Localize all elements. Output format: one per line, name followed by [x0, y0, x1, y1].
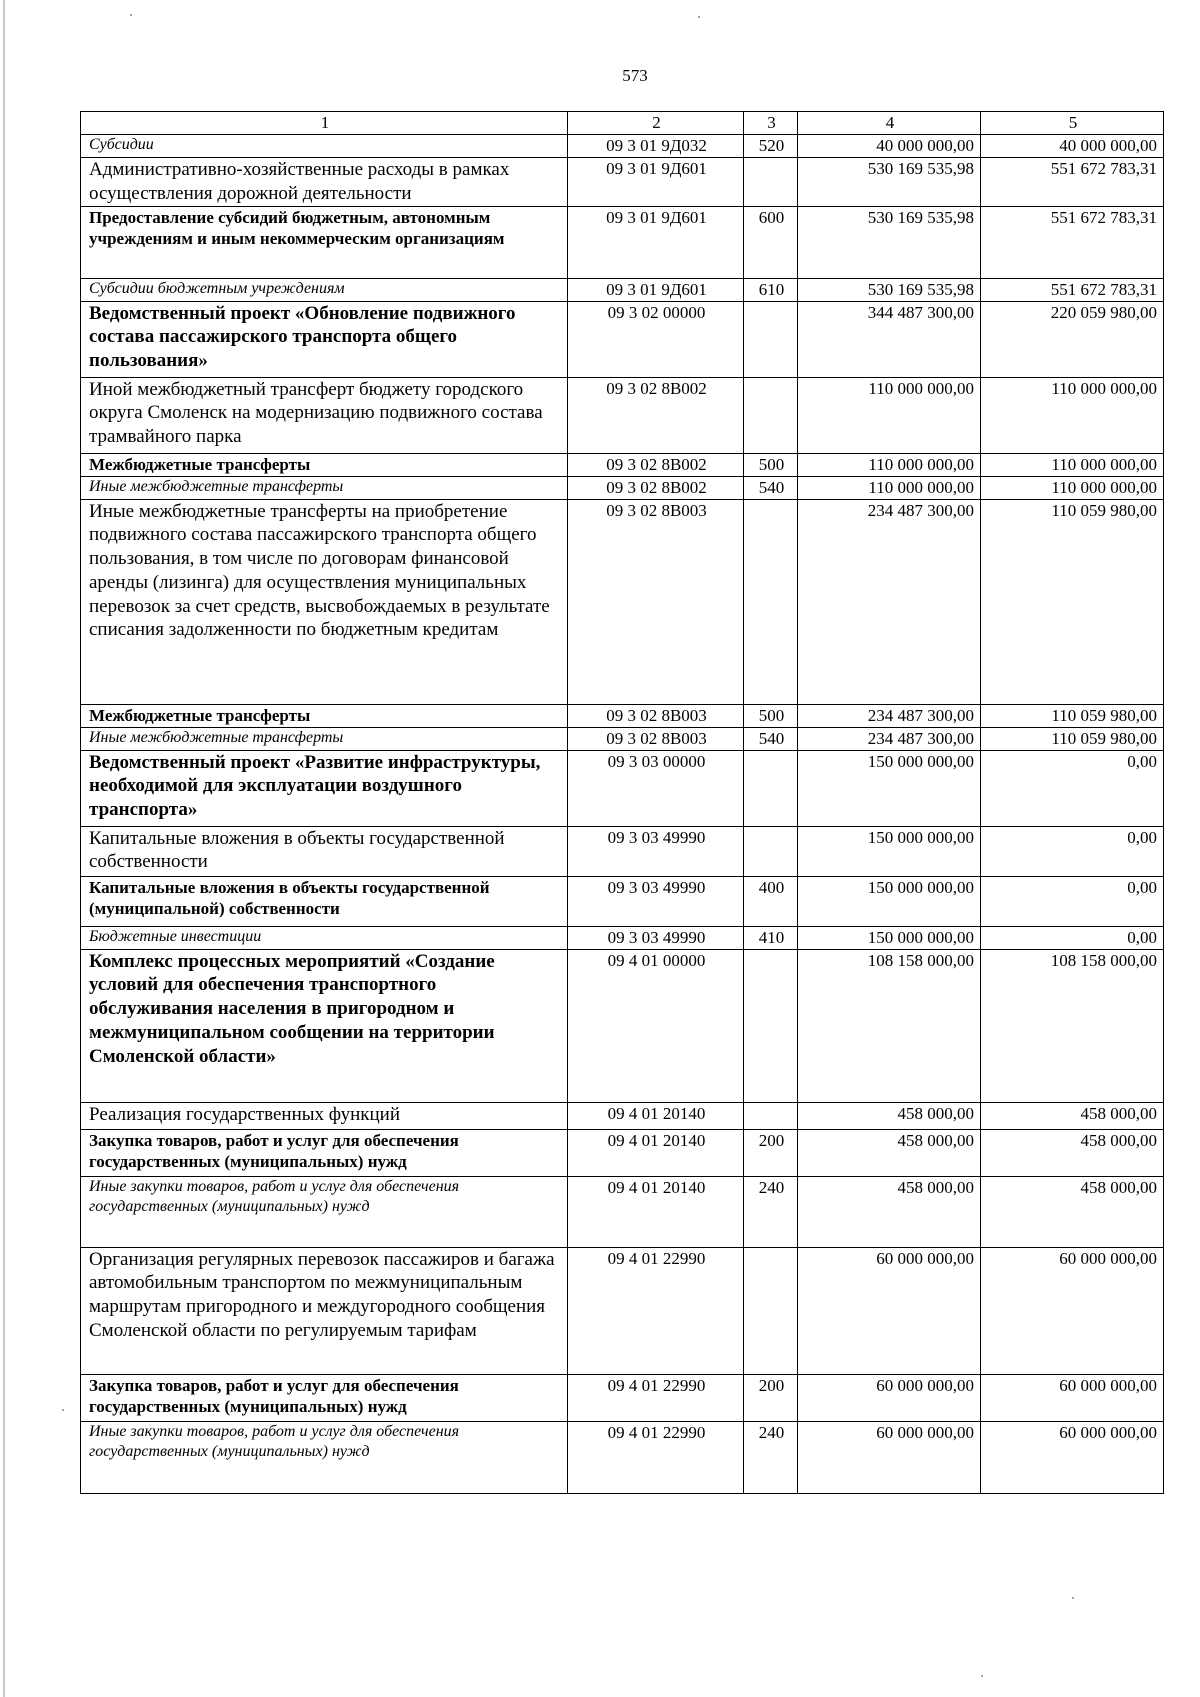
table-row: [81, 499, 1164, 704]
row-expense-type-cell: [744, 158, 798, 207]
row-amount-2024-cell: 60 000 000,00: [798, 1374, 981, 1421]
row-expense-type-cell: 200: [744, 1374, 798, 1421]
row-name-cell: Административно-хозяйственные расходы в рамках осуществления дорожной деятельности: [81, 158, 568, 207]
row-amount-2025-cell: 551 672 783,31: [981, 206, 1164, 278]
scan-left-edge: [3, 0, 5, 1697]
header-col-1: 1: [81, 112, 568, 135]
row-amount-2025-cell: 108 158 000,00: [981, 949, 1164, 1102]
row-amount-2024-cell: 110 000 000,00: [798, 476, 981, 499]
table-row: [81, 876, 1164, 926]
row-expense-type-cell: 240: [744, 1176, 798, 1247]
row-amount-2025-cell: 110 059 980,00: [981, 727, 1164, 750]
row-expense-type-cell: 610: [744, 278, 798, 301]
row-expense-type-cell: 500: [744, 704, 798, 727]
row-amount-2024-cell: 110 000 000,00: [798, 453, 981, 476]
row-amount-2024-cell: 530 169 535,98: [798, 206, 981, 278]
page-number: 573: [622, 66, 648, 85]
table-row: [81, 206, 1164, 278]
row-name-cell: Закупка товаров, работ и услуг для обеспечения государственных (муниципальных) нужд: [81, 1129, 568, 1176]
row-amount-2025-cell: 551 672 783,31: [981, 278, 1164, 301]
row-expense-type-cell: [744, 826, 798, 876]
row-expense-type-cell: [744, 1102, 798, 1129]
row-code-cell: 09 3 03 49990: [568, 926, 744, 949]
row-amount-2025-cell: 458 000,00: [981, 1102, 1164, 1129]
row-amount-2025-cell: 40 000 000,00: [981, 135, 1164, 158]
row-code-cell: 09 4 01 20140: [568, 1102, 744, 1129]
row-amount-2024-cell: 40 000 000,00: [798, 135, 981, 158]
row-code-cell: 09 3 02 8В003: [568, 727, 744, 750]
row-amount-2024-cell: 150 000 000,00: [798, 876, 981, 926]
row-amount-2024-cell: 150 000 000,00: [798, 826, 981, 876]
row-code-cell: 09 3 02 8В003: [568, 499, 744, 704]
row-name-cell: Субсидии: [81, 135, 568, 158]
table-row: [81, 377, 1164, 453]
row-amount-2025-cell: 110 000 000,00: [981, 453, 1164, 476]
table-row: [81, 750, 1164, 826]
row-name-cell: Иные закупки товаров, работ и услуг для обеспечения государственных (муниципальных) нужд: [81, 1176, 568, 1247]
row-name-cell: Закупка товаров, работ и услуг для обеспечения государственных (муниципальных) нужд: [81, 1374, 568, 1421]
row-amount-2024-cell: 458 000,00: [798, 1129, 981, 1176]
row-amount-2024-cell: 530 169 535,98: [798, 158, 981, 207]
row-name-cell: Предоставление субсидий бюджетным, автономным учреждениям и иным некоммерческим организациям: [81, 206, 568, 278]
row-amount-2025-cell: 60 000 000,00: [981, 1421, 1164, 1493]
row-code-cell: 09 3 01 9Д032: [568, 135, 744, 158]
row-expense-type-cell: [744, 499, 798, 704]
row-code-cell: 09 3 02 8В002: [568, 377, 744, 453]
row-expense-type-cell: 600: [744, 206, 798, 278]
row-amount-2024-cell: 108 158 000,00: [798, 949, 981, 1102]
row-amount-2024-cell: 458 000,00: [798, 1176, 981, 1247]
row-amount-2025-cell: 110 059 980,00: [981, 499, 1164, 704]
row-amount-2024-cell: 234 487 300,00: [798, 727, 981, 750]
row-name-cell: Иной межбюджетный трансферт бюджету городского округа Смоленск на модернизацию подвижного состава трамвайного парка: [81, 377, 568, 453]
row-amount-2025-cell: 110 000 000,00: [981, 476, 1164, 499]
row-code-cell: 09 3 03 49990: [568, 876, 744, 926]
row-amount-2025-cell: 0,00: [981, 926, 1164, 949]
row-code-cell: 09 4 01 00000: [568, 949, 744, 1102]
row-expense-type-cell: [744, 301, 798, 377]
table-row: [81, 1374, 1164, 1421]
table-row: [81, 1176, 1164, 1247]
row-amount-2024-cell: 150 000 000,00: [798, 926, 981, 949]
row-amount-2025-cell: 60 000 000,00: [981, 1374, 1164, 1421]
row-amount-2024-cell: 344 487 300,00: [798, 301, 981, 377]
table-header-row: [81, 112, 1164, 135]
row-expense-type-cell: [744, 750, 798, 826]
row-name-cell: Комплекс процессных мероприятий «Создание условий для обеспечения транспортного обслуживания населения в пригородном и межмуниципальном сообщении на территории Смоленской области»: [81, 949, 568, 1102]
row-name-cell: Бюджетные инвестиции: [81, 926, 568, 949]
scan-speck: [981, 1675, 983, 1677]
row-amount-2025-cell: 220 059 980,00: [981, 301, 1164, 377]
header-col-3: 3: [744, 112, 798, 135]
row-amount-2025-cell: 60 000 000,00: [981, 1247, 1164, 1374]
table-row: [81, 453, 1164, 476]
row-name-cell: Капитальные вложения в объекты государственной собственности: [81, 826, 568, 876]
row-expense-type-cell: 410: [744, 926, 798, 949]
table-row: [81, 158, 1164, 207]
row-expense-type-cell: [744, 949, 798, 1102]
row-expense-type-cell: [744, 1247, 798, 1374]
row-name-cell: Капитальные вложения в объекты государственной (муниципальной) собственности: [81, 876, 568, 926]
row-expense-type-cell: [744, 377, 798, 453]
row-amount-2024-cell: 234 487 300,00: [798, 704, 981, 727]
row-name-cell: Реализация государственных функций: [81, 1102, 568, 1129]
row-expense-type-cell: 540: [744, 476, 798, 499]
row-amount-2025-cell: 0,00: [981, 750, 1164, 826]
row-amount-2025-cell: 0,00: [981, 826, 1164, 876]
row-name-cell: Иные закупки товаров, работ и услуг для обеспечения государственных (муниципальных) нужд: [81, 1421, 568, 1493]
row-name-cell: Межбюджетные трансферты: [81, 453, 568, 476]
row-amount-2024-cell: 60 000 000,00: [798, 1421, 981, 1493]
row-amount-2025-cell: 0,00: [981, 876, 1164, 926]
table-row: [81, 278, 1164, 301]
row-amount-2025-cell: 551 672 783,31: [981, 158, 1164, 207]
row-amount-2024-cell: 458 000,00: [798, 1102, 981, 1129]
table-row: [81, 476, 1164, 499]
row-amount-2024-cell: 110 000 000,00: [798, 377, 981, 453]
row-expense-type-cell: 540: [744, 727, 798, 750]
row-code-cell: 09 3 02 8В003: [568, 704, 744, 727]
row-code-cell: 09 3 01 9Д601: [568, 158, 744, 207]
row-name-cell: Субсидии бюджетным учреждениям: [81, 278, 568, 301]
table-row: [81, 301, 1164, 377]
row-code-cell: 09 4 01 22990: [568, 1247, 744, 1374]
row-amount-2025-cell: 110 000 000,00: [981, 377, 1164, 453]
row-code-cell: 09 3 02 8В002: [568, 453, 744, 476]
table-row: [81, 926, 1164, 949]
row-expense-type-cell: 400: [744, 876, 798, 926]
row-amount-2024-cell: 150 000 000,00: [798, 750, 981, 826]
row-expense-type-cell: 500: [744, 453, 798, 476]
table-row: [81, 1102, 1164, 1129]
row-amount-2025-cell: 458 000,00: [981, 1129, 1164, 1176]
row-amount-2025-cell: 458 000,00: [981, 1176, 1164, 1247]
row-amount-2024-cell: 234 487 300,00: [798, 499, 981, 704]
budget-table: [80, 111, 1164, 1494]
row-expense-type-cell: 240: [744, 1421, 798, 1493]
table-row: [81, 949, 1164, 1102]
table-row: [81, 135, 1164, 158]
header-col-4: 4: [798, 112, 981, 135]
row-name-cell: Иные межбюджетные трансферты: [81, 727, 568, 750]
scan-speck: [130, 14, 132, 16]
row-code-cell: 09 3 03 49990: [568, 826, 744, 876]
row-name-cell: Ведомственный проект «Обновление подвижного состава пассажирского транспорта общего пользования»: [81, 301, 568, 377]
row-amount-2024-cell: 60 000 000,00: [798, 1247, 981, 1374]
row-expense-type-cell: 200: [744, 1129, 798, 1176]
table-row: [81, 1421, 1164, 1493]
row-code-cell: 09 3 01 9Д601: [568, 206, 744, 278]
row-code-cell: 09 4 01 22990: [568, 1421, 744, 1493]
row-name-cell: Межбюджетные трансферты: [81, 704, 568, 727]
table-row: [81, 1247, 1164, 1374]
row-code-cell: 09 3 03 00000: [568, 750, 744, 826]
table-row: [81, 1129, 1164, 1176]
row-amount-2025-cell: 110 059 980,00: [981, 704, 1164, 727]
header-col-2: 2: [568, 112, 744, 135]
header-col-5: 5: [981, 112, 1164, 135]
row-code-cell: 09 4 01 20140: [568, 1129, 744, 1176]
table-row: [81, 826, 1164, 876]
row-name-cell: Иные межбюджетные трансферты на приобретение подвижного состава пассажирского транспорта общего пользования, в том числе по договорам финансовой аренды (лизинга) для осуществления муниципальных перевозок за счет средств, высвобождаемых в результате списания задолженности по бюджетным кредитам: [81, 499, 568, 704]
row-code-cell: 09 3 02 8В002: [568, 476, 744, 499]
row-code-cell: 09 3 02 00000: [568, 301, 744, 377]
table-row: [81, 704, 1164, 727]
row-amount-2024-cell: 530 169 535,98: [798, 278, 981, 301]
row-name-cell: Ведомственный проект «Развитие инфраструктуры, необходимой для эксплуатации воздушного транспорта»: [81, 750, 568, 826]
scan-speck: [1072, 1597, 1074, 1599]
row-name-cell: Иные межбюджетные трансферты: [81, 476, 568, 499]
scan-speck: [62, 1409, 64, 1411]
row-code-cell: 09 3 01 9Д601: [568, 278, 744, 301]
table-row: [81, 727, 1164, 750]
row-expense-type-cell: 520: [744, 135, 798, 158]
row-code-cell: 09 4 01 20140: [568, 1176, 744, 1247]
row-code-cell: 09 4 01 22990: [568, 1374, 744, 1421]
row-name-cell: Организация регулярных перевозок пассажиров и багажа автомобильным транспортом по межмуниципальным маршрутам пригородного и междугородного сообщения Смоленской области по регулируемым тарифам: [81, 1247, 568, 1374]
scan-speck: [698, 16, 700, 18]
